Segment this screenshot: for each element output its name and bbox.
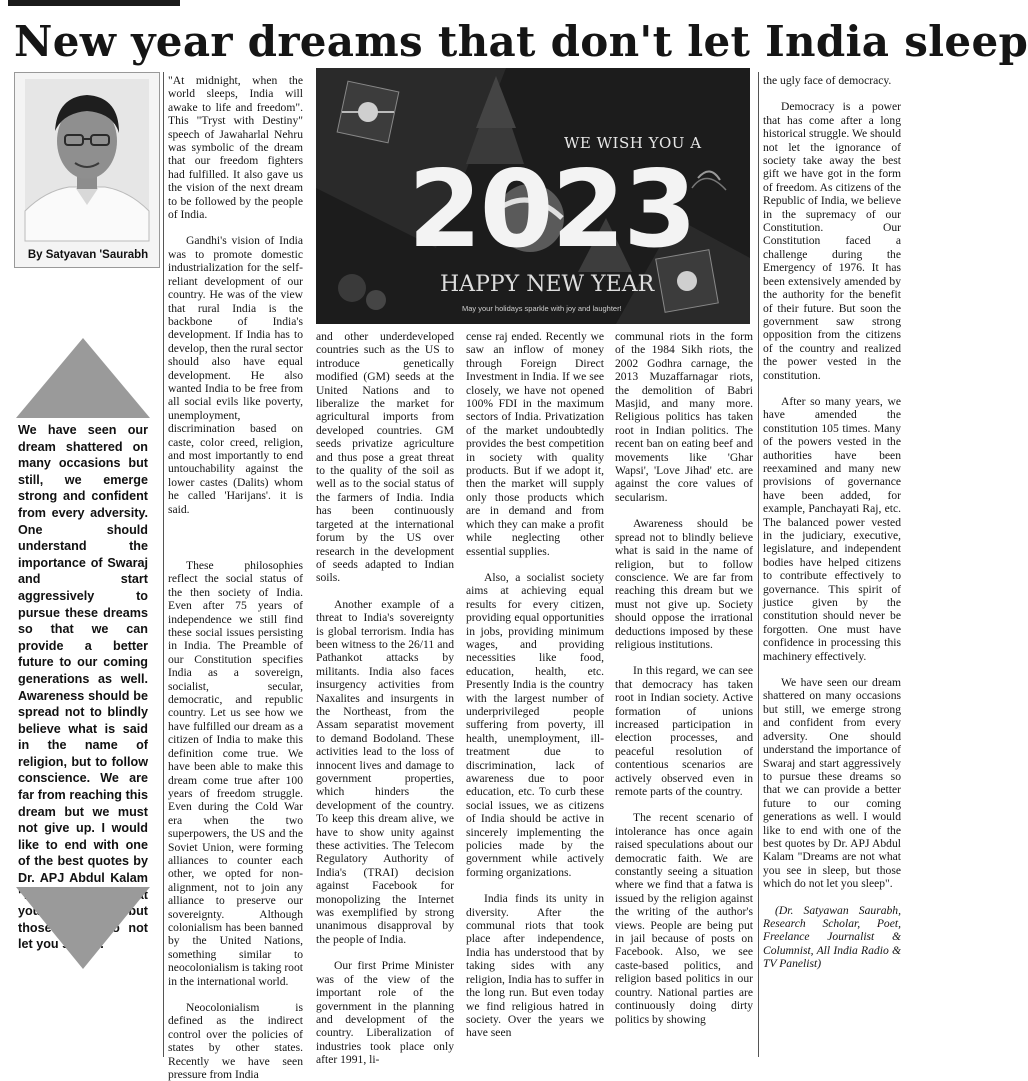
- paragraph: "At midnight, when the world sleeps, India will awake to life and freedom". This "Tryst with Destiny" speech of Jawaharlal Nehru was symbolic of the dream that our freedom fighters had fulfilled. It also gave us the vision of the next dream to be followed by the people of India.: [168, 74, 303, 222]
- banner-year: 2023: [408, 148, 696, 271]
- new-year-banner: [316, 68, 750, 324]
- paragraph: communal riots in the form of the 1984 Sikh riots, the 2002 Godhra carnage, the 2013 Muzaffarnagar riots, the demolition of Babri Masjid, and many more. Religious politics has taken root in Indian politics. The recent ban on eating beef and movements like 'Ghar Wapsi', 'Love Jihad' etc. are against the core values of secularism.: [615, 330, 753, 504]
- paragraph: Gandhi's vision of India was to promote domestic industrialization for the self-reliant development of our country. He was of the view that rural India is the backbone of India's development. If India has to develop, then the rural sector should also have equal development. He also wanted India to be free from all social evils like poverty, unemployment, discrimination based on caste, color creed, religion, and most importantly to end untouchability against the lower castes (Dalits) whom he called 'Harijans'. it is said.: [168, 234, 303, 516]
- paragraph: Neocolonialism is defined as the indirect control over the policies of states by other states. Recently we have seen pressure from India: [168, 1001, 303, 1081]
- paragraph: Also, a socialist society aims at achieving equal results for every citizen, providing equal opportunities in jobs, providing minimum wages, and providing necessities like food, education, health, etc. Presently India is the country with the largest number of underprivileged people suffering from poverty, ill health, unemployment, ill-treatment due to discrimination, lack of awareness due to poor education, etc. To curb these social issues, we as citizens of India should be active in sincerely implementing the policies made by the government while actively forming organizations.: [466, 570, 604, 879]
- paragraph: Our first Prime Minister was of the view of the important role of the government in the planning and development of the country. Liberalization of industries took place only after 1991, li-: [316, 959, 454, 1067]
- paragraph: The recent scenario of intolerance has once again raised speculations about our democratic faith. We are constantly seeing a situation where we find that a fatwa is issued by the religion against the writing of the author's views. People are being put in jail because of posts on Facebook. Also, we see caste-based politics, and religion based politics in our country. National parties are continuously doing dirty politics by showing: [615, 811, 753, 1026]
- paragraph: the ugly face of democracy.: [763, 74, 892, 87]
- quote-triangle-top: [16, 338, 150, 418]
- column-rule: [758, 72, 759, 1057]
- quote-triangle-bottom: [16, 887, 150, 969]
- pull-quote: We have seen our dream shattered on many occasions but still, we emerge strong and confident from every adversity. One should understand the importance of Swaraj and start aggressively to pursue these dreams so that we can provide a better future to our coming generations as well. Awareness should be spread not to blindly believe what is said in the name of religion, but to follow conscience. We are far from reaching this dream but we must not give up. I would like to end with one of the best quotes by Dr. APJ Abdul Kalam "Dreams are not what you see in sleep, but those which do not let you sleep".: [18, 423, 148, 952]
- article-column-2: [316, 330, 454, 1067]
- paragraph: Awareness should be spread not to blindly believe what is said in the name of religion, but to follow conscience. We are far from reaching this dream but we must not give up. Society should oppose the irrational deductions imposed by these religious institutions.: [615, 517, 753, 651]
- author-photo: [25, 79, 149, 241]
- banner-wish-text: WE WISH YOU A: [564, 134, 702, 152]
- byline: By Satyavan 'Saurabh: [27, 249, 149, 261]
- author-credit: (Dr. Satyawan Saurabh, Research Scholar, Poet, Freelance Journalist & Columnist, All India Radio & TV Panelist): [763, 903, 901, 971]
- article-column-3: [466, 330, 604, 1059]
- banner-tagline: May your holidays sparkle with joy and laughter!: [462, 304, 622, 313]
- article-column-5: [763, 74, 901, 1059]
- article-column-4: [615, 330, 753, 1059]
- paragraph: These philosophies reflect the social status of the then society of India. Even after 75 years of independence we still find these social issues persisting in India. The Preamble of our Constitution specifies India as a sovereign, socialist, secular, democratic, and republic country. Let us see how we have fulfilled our dream as a citizen of India to make this definition come true. We have been able to make this dream come true after 100 years of freedom struggle. Even during the Cold War era when the two superpowers, the US and the Soviet Union, were forming alliances to counter each other, we opted for non-alignment, not to join any alliance to preserve our sovereignty. Although colonialism has been banned by the United Nations, something similar to neocolonialism is taking root in the international world.: [168, 559, 303, 988]
- banner-happy-text: HAPPY NEW YEAR: [440, 272, 655, 297]
- author-box: [14, 72, 160, 268]
- paragraph: India finds its unity in diversity. After the communal riots that took place after independence, India has understood that by taking sides with any religion, India has to suffer in the long run. But even today we find religious hatred in society. Over the years we have seen: [466, 892, 604, 1040]
- paragraph: Democracy is a power that has come after a long historical struggle. We should not let the ignorance of society take away the best gift we have got in the form of freedom. As citizens of the Republic of India, we believe in the supremacy of our Constitution. Our Constitution faced a challenge during the Emergency of 1976. It has been extensively amended by the authority for the benefit of their future. But soon the government saw strong opposition from the citizens of the country and realized the power vested in the constitution.: [763, 100, 901, 382]
- paragraph: In this regard, we can see that democracy has taken root in Indian society. Active formation of unions increased participation in election processes, and peaceful resolution of contentious scenarios are actively observed even in remote parts of the country.: [615, 664, 753, 798]
- article-column-1: [168, 74, 303, 1081]
- headline: New year dreams that don't let India sleep: [14, 17, 1028, 66]
- paragraph: We have seen our dream shattered on many occasions but still, we emerge strong and confident from every adversity. One should understand the importance of Swaraj and start aggressively to pursue these dreams so that we can provide a better future to our coming generations as well. I would like to end with one of the best quotes by Dr. APJ Abdul Kalam "Dreams are not what you see in sleep, but those which do not let you sleep".: [763, 676, 901, 891]
- paragraph: After so many years, we have amended the constitution 105 times. Many of the powers vested in the authorities have been reexamined and many new provisions of governance have been added, for example, Panchayati Raj, etc. The balanced power vested in the judiciary, executive, legislature, and independent bodies have helped citizens to contribute effectively to governance. This spirit of justice given by the constitution should never be forgotten. One must have confidence in processing this machinery effectively.: [763, 394, 901, 663]
- top-bar: [8, 0, 180, 6]
- column-rule: [163, 72, 164, 1057]
- paragraph: and other underdeveloped countries such as the US to introduce genetically modified (GM) seeds at the United Nations and to liberalize the market for agricultural imports from developed countries. GM seeds privatize agriculture and thus pose a great threat to the quality of the soil as well as to the social status of the farmers of India. India has been continuously targeted at the international forum by the US over research in the development of seeds adapted to Indian soils.: [316, 330, 454, 585]
- paragraph: cense raj ended. Recently we saw an inflow of money through Foreign Direct Investment in India. If we see closely, we have not opened 100% FDI in the maximum sectors of India. Privatization of the market undoubtedly provides the best competition in society with quality products. But if we adopt it, then the market will supply only those products which are in demand and from which they can make a profit while neglecting other essential supplies.: [466, 330, 604, 558]
- paragraph: Another example of a threat to India's sovereignty is global terrorism. India has been witness to the 26/11 and Pathankot attacks by militants. India also faces insurgency activities from Naxalites and insurgents in the Northeast, from the Assam separatist movement to demand Bodoland. These activities lead to the loss of innocent lives and damage to government properties, which hinders the development of the country. To keep this dream alive, we have to show unity against these activities. The Telecom Regulatory Authority of India's (TRAI) decision against Facebook for monopolizing the Internet was exemplified by strong unanimous disapproval by the people of India.: [316, 597, 454, 946]
